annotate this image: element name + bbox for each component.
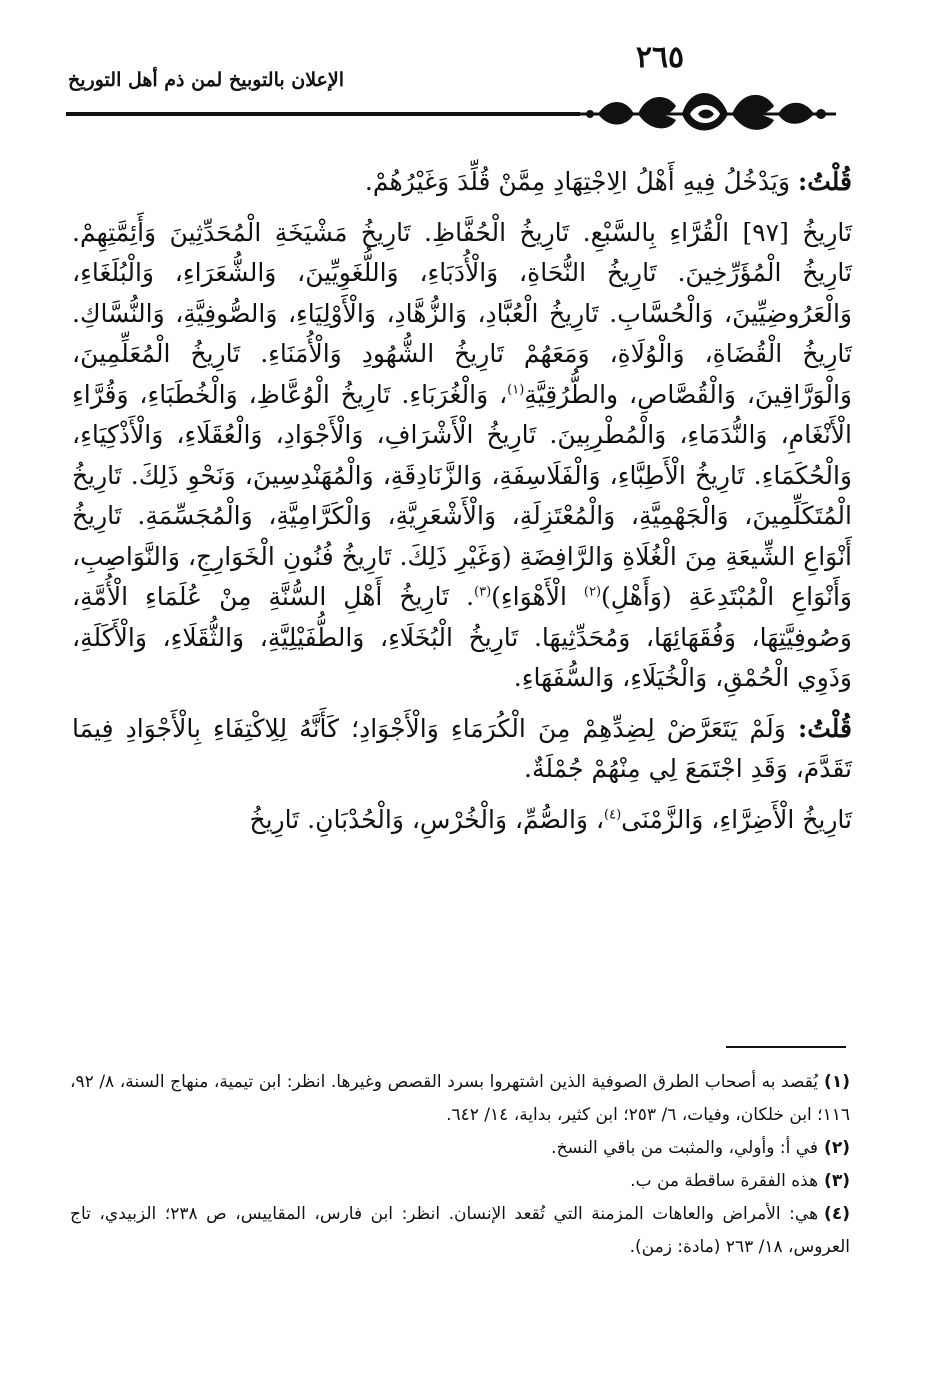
footnote-text: في أ: وأولي، والمثبت من باقي النسخ.	[551, 1138, 819, 1158]
footnote-text: هذه الفقرة ساقطة من ب.	[630, 1171, 819, 1191]
qultu-label: قُلْتُ:	[797, 713, 852, 743]
footnote-1	[70, 1066, 850, 1132]
paragraph-3	[72, 709, 852, 790]
footnote-ref-1[interactable]: (١)	[507, 382, 525, 398]
main-text	[72, 162, 852, 840]
page-number: ٢٦٥	[635, 40, 685, 75]
footnote-number: (٤)	[824, 1204, 850, 1224]
paragraph-4-part-b: ، وَالصُّمِّ، وَالْخُرْسِ، وَالْحُدْبَانِ. تَارِيخُ	[249, 804, 605, 834]
footnote-ref-2[interactable]: (٢)	[583, 584, 602, 600]
footnote-ref-4[interactable]: (٤)	[604, 807, 622, 823]
paragraph-2	[72, 213, 852, 699]
footnote-3	[70, 1165, 850, 1198]
footnotes	[70, 1066, 850, 1264]
footnote-text: هي: الأمراض والعاهات المزمنة التي تُقعد الإنسان. انظر: ابن فارس، المقاييس، ص ٢٣٨؛ الزبيدي، تاج العروس، ١٨/ ٢٦٣ (مادة: زمن).	[70, 1204, 850, 1257]
footnote-number: (٣)	[824, 1171, 850, 1191]
footnote-2	[70, 1132, 850, 1165]
paragraph-4	[72, 800, 852, 841]
qultu-label: قُلْتُ:	[797, 167, 852, 196]
footnote-4	[70, 1198, 850, 1264]
floral-ornament-icon	[578, 76, 836, 138]
paragraph-1	[72, 162, 852, 203]
paragraph-3-text: وَلَمْ يَتَعَرَّضْ لِضِدِّهِمْ مِنَ الْكُرَمَاءِ وَالْأَجْوَادِ؛ كَأَنَّهُ لِلِاكْتِفَاءِ بِالْأَجْوَادِ فِيمَا تَقَدَّمَ، وَقَدِ اجْتَمَعَ لِي مِنْهُمْ جُمْلَةٌ.	[72, 713, 852, 783]
paragraph-4-part-a: تَارِيخُ الْأَضِرَّاءِ، وَالزَّمْنَى	[621, 804, 852, 834]
footnote-ref-3[interactable]: (٣)	[474, 584, 492, 600]
paragraph-2-part-d: . تَارِيخُ أَهْلِ السُّنَّةِ مِنْ عُلَمَاءِ الْأُمَّةِ، وَصُوفِيَّتِهَا، وَفُقَهَائِهَا، وَمُحَدِّثِيهَا. تَارِيخُ الْبُخَلَاءِ، وَالطُّفَيْلِيَّةِ، وَالثُّقَلَاءِ، وَالْأَكَلَةِ، وَذَوِي الْحُمْقِ، وَالْخُيَلَاءِ، وَالسُّفَهَاءِ.	[72, 582, 852, 692]
paragraph-1-text: وَيَدْخُلُ فِيهِ أَهْلُ الِاجْتِهَادِ مِمَّنْ قُلِّدَ وَغَيْرُهُمْ.	[364, 167, 791, 196]
footnote-number: (٢)	[824, 1138, 850, 1158]
running-title: الإعلان بالتوبيخ لمن ذم أهل التوريخ	[68, 69, 345, 91]
header-rule	[66, 112, 580, 116]
footnote-number: (١)	[824, 1072, 850, 1092]
paragraph-2-part-c: الْأَهْوَاءِ)	[491, 582, 584, 611]
footnote-text: يُقصد به أصحاب الطرق الصوفية الذين اشتهروا بسرد القصص وغيرها. انظر: ابن تيمية، منهاج السنة، ٨/ ٩٢، ١١٦؛ ابن خلكان، وفيات، ٦/ ٢٥٣؛ ابن كثير، بداية، ١٤/ ٦٤٢.	[70, 1072, 850, 1125]
paragraph-2-part-b: ، وَالْغُرَبَاءِ. تَارِيخُ الْوُعَّاظِ، وَالْخُطَبَاءِ، وَقُرَّاءِ الْأَنْغَامِ، وَالنُّدَمَاءِ، وَالْمُطْرِبِينَ. تَارِيخُ الْأَشْرَافِ، وَالْأَجْوَادِ، وَالْعُقَلَاءِ، وَالْأَذْكِيَاءِ، وَالْحُكَمَاءِ. تَارِيخُ الْأَطِبَّاءِ، وَالْفَلَاسِفَةِ، وَالزَّنَادِقَةِ، وَالْمُهَنْدِسِينَ، وَنَحْوِ ذَلِكَ. تَارِيخُ الْمُتَكَلِّمِينَ، وَالْجَهْمِيَّةِ، وَالْمُعْتَزِلَةِ، وَالْأَشْعَرِيَّةِ، وَالْكَرَّامِيَّةِ، وَالْمُجَسِّمَةِ. تَارِيخُ أَنْوَاعِ الشِّيعَةِ مِنَ الْغُلَاةِ وَالرَّافِضَةِ (وَغَيْرِ ذَلِكَ. تَارِيخُ فُنُونِ الْخَوَارِجِ، وَالنَّوَاصِبِ، وَأَنْوَاعِ الْمُبْتَدِعَةِ (وَأَهْلِ)	[72, 379, 852, 611]
footnote-separator	[726, 1046, 846, 1048]
paragraph-2-part-a: تَارِيخُ [٩٧] الْقُرَّاءِ بِالسَّبْعِ. تَارِيخُ الْحُفَّاظِ. تَارِيخُ مَشْيَخَةِ الْمُحَدِّثِينَ وَأَئِمَّتِهِمْ. تَارِيخُ الْمُؤَرِّخِينَ. تَارِيخُ النُّحَاةِ، وَالْأُدَبَاءِ، وَاللُّغَوِيِّينَ، وَالشُّعَرَاءِ، وَالْبُلَغَاءِ، وَالْعَرُوضِيِّينَ، وَالْحُسَّابِ. تَارِيخُ الْعُبَّادِ، وَالزُّهَّادِ، وَالْأَوْلِيَاءِ، وَالصُّوفِيَّةِ، وَالنُّسَّاكِ. تَارِيخُ الْقُضَاةِ، وَالْوُلَاةِ، وَمَعَهُمْ تَارِيخُ الشُّهُودِ وَالْأُمَنَاءِ. تَارِيخُ الْمُعَلِّمِينَ، وَالْوَرَّاقِينَ، وَالْقُصَّاصِ، والطُّرُقِيَّةِ	[72, 217, 853, 409]
